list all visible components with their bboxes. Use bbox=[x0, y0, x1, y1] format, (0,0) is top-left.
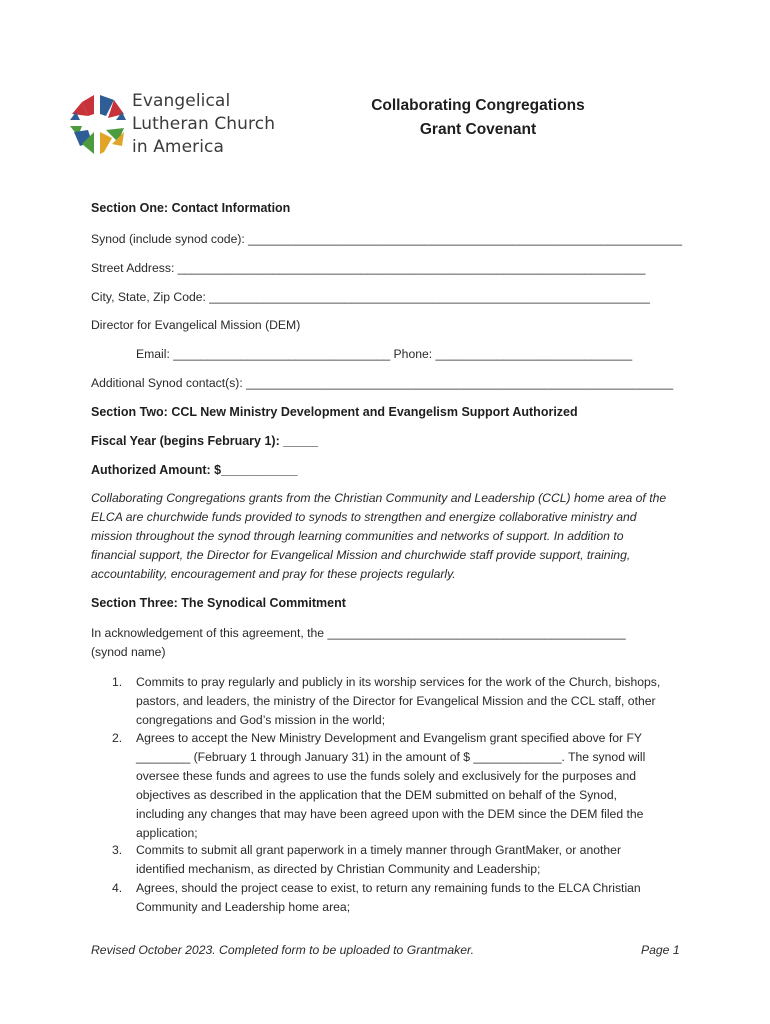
acknowledgement[interactable] bbox=[91, 624, 626, 662]
list-number: 4. bbox=[112, 881, 123, 895]
list-number: 1. bbox=[112, 675, 123, 689]
synod-field[interactable]: Synod (include synod code): ________________________________________________________________ bbox=[91, 232, 682, 246]
logo-line: in America bbox=[132, 137, 225, 157]
ack-line: In acknowledgement of this agreement, the ____________________________________________ bbox=[91, 626, 626, 640]
item-line: Agrees, should the project cease to exist, to return any remaining funds to the ELCA Christian bbox=[136, 881, 641, 895]
elca-logo bbox=[68, 90, 278, 160]
section-two-heading: Section Two: CCL New Ministry Development and Evangelism Support Authorized bbox=[91, 405, 578, 419]
paragraph-line: financial support, the Director for Evangelical Mission and churchwide staff provide support, training, bbox=[91, 548, 631, 562]
paragraph-line: mission throughout the synod through learning communities and networks of support. In addition to bbox=[91, 529, 624, 543]
elca-cross-icon bbox=[68, 92, 128, 156]
item-line: objectives as described in the application that the DEM submitted on behalf of the Synod, bbox=[136, 788, 618, 802]
paragraph-line: Collaborating Congregations grants from the Christian Community and Leadership (CCL) home area of the bbox=[91, 491, 667, 505]
item-line: including any changes that may have been agreed upon with the DEM since the DEM filed the bbox=[136, 807, 644, 821]
section-one-heading: Section One: Contact Information bbox=[91, 201, 291, 215]
item-line: Commits to submit all grant paperwork in a timely manner through GrantMaker, or another bbox=[136, 843, 621, 857]
authorized-amount-field[interactable]: Authorized Amount: $___________ bbox=[91, 463, 298, 477]
section-three-heading: Section Three: The Synodical Commitment bbox=[91, 596, 346, 610]
list-number: 3. bbox=[112, 843, 123, 857]
item-line: pastors, and leaders, the ministry of the Director for Evangelical Mission and the CCL staff, other bbox=[136, 694, 656, 708]
item-line: identified mechanism, as directed by Christian Community and Leadership; bbox=[136, 862, 541, 876]
logo-line: Evangelical bbox=[132, 91, 231, 111]
additional-contact-field[interactable]: Additional Synod contact(s): _______________________________________________________________ bbox=[91, 376, 674, 390]
item-line: Agrees to accept the New Ministry Development and Evangelism grant specified above for FY bbox=[136, 731, 643, 745]
item-line: congregations and God’s mission in the world; bbox=[136, 713, 386, 727]
item-line: Community and Leadership home area; bbox=[136, 900, 351, 914]
title-line: Grant Covenant bbox=[419, 121, 537, 138]
item-line: application; bbox=[136, 826, 198, 840]
item-line[interactable]: ________ (February 1 through January 31) in the amount of $ _____________. The synod will bbox=[136, 750, 646, 764]
logo-line: Lutheran Church bbox=[132, 114, 276, 134]
page-number: Page 1 bbox=[641, 943, 680, 957]
title-line: Collaborating Congregations bbox=[371, 97, 585, 114]
fiscal-year-field[interactable]: Fiscal Year (begins February 1): _____ bbox=[91, 434, 318, 448]
paragraph-line: ELCA are churchwide funds provided to synods to strengthen and energize collaborative ministry and bbox=[91, 510, 637, 524]
street-address-field[interactable]: Street Address: _____________________________________________________________________ bbox=[91, 261, 646, 275]
revision-note: Revised October 2023. Completed form to be uploaded to Grantmaker. bbox=[91, 943, 474, 957]
email-phone-field[interactable]: Email: ________________________________ Phone: _____________________________ bbox=[136, 347, 633, 361]
city-state-zip-field[interactable]: City, State, Zip Code: _________________________________________________________________ bbox=[91, 290, 650, 304]
logo-wordmark bbox=[132, 90, 275, 159]
paragraph-line: accountability, encouragement and pray for these projects regularly. bbox=[91, 567, 456, 581]
grant-description bbox=[91, 489, 691, 584]
item-line: Commits to pray regularly and publicly in its worship services for the work of the Church, bishops, bbox=[136, 675, 661, 689]
list-number: 2. bbox=[112, 731, 123, 745]
item-line: oversee these funds and agrees to use the funds solely and exclusively for the purposes and bbox=[136, 769, 637, 783]
document-title bbox=[330, 94, 626, 142]
ack-line: (synod name) bbox=[91, 645, 166, 659]
dem-label: Director for Evangelical Mission (DEM) bbox=[91, 318, 301, 332]
